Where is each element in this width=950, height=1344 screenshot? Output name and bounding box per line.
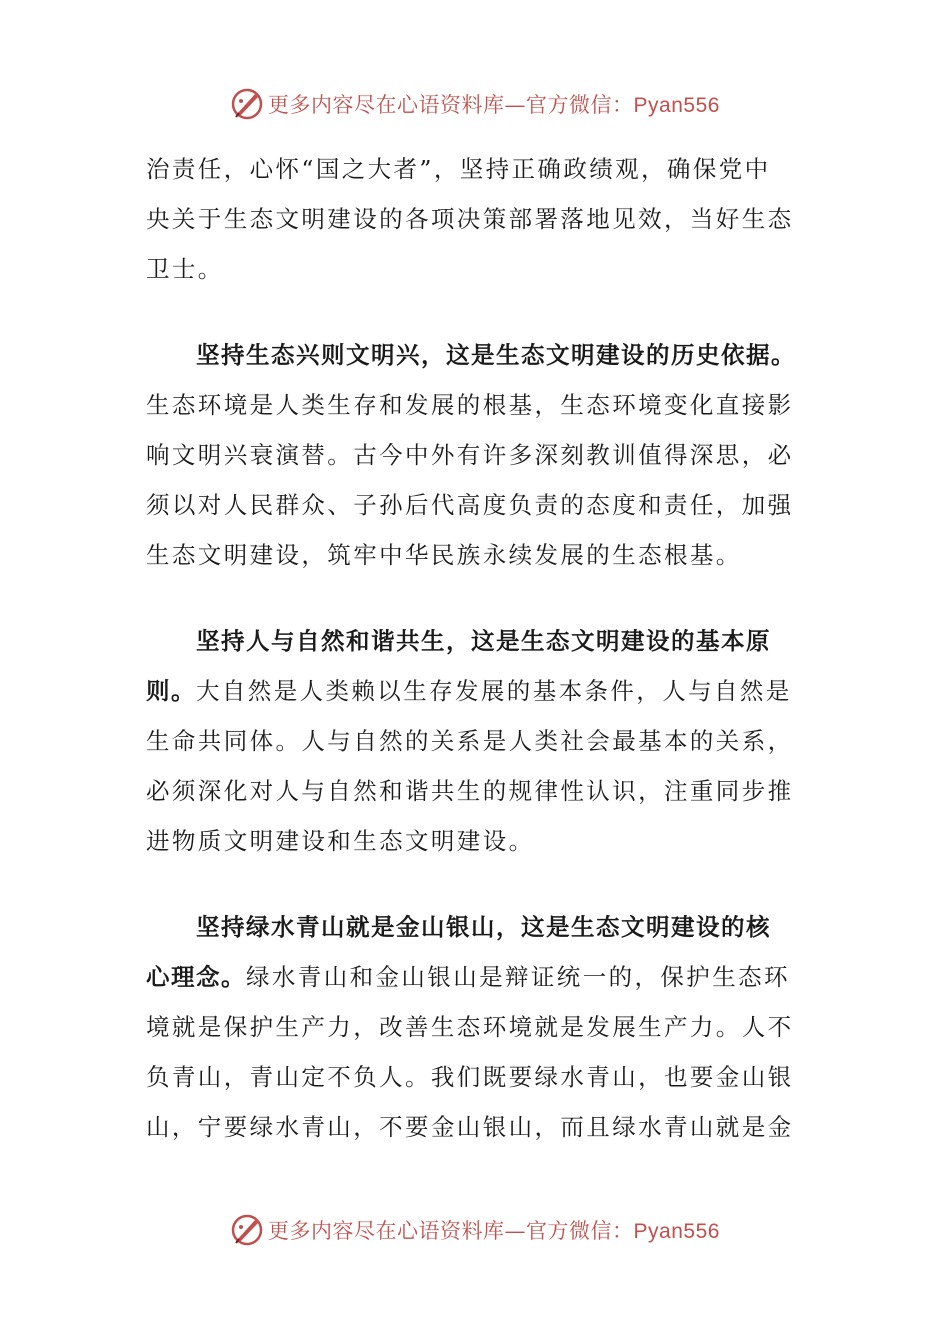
text-line [146, 952, 796, 1002]
footer-banner [0, 1210, 950, 1250]
banner-label: 更多内容尽在心语资料库—官方微信： [268, 1219, 634, 1243]
text-line: 境就是保护生产力，改善生态环境就是发展生产力。人不 [146, 1013, 794, 1041]
banner-label: 更多内容尽在心语资料库—官方微信： [268, 93, 634, 117]
text-line: 卫士。 [146, 255, 224, 283]
paragraph-heading [146, 616, 796, 666]
banner-text [268, 89, 720, 119]
text-line: 生态文明建设，筑牢中华民族永续发展的生态根基。 [146, 541, 742, 569]
text-line: 须以对人民群众、子孙后代高度负责的态度和责任，加强 [146, 491, 794, 519]
paragraph-heading [146, 902, 796, 952]
wechat-id: Pyan556 [633, 94, 720, 117]
paragraph-heading [146, 330, 796, 380]
heading-text: 坚持人与自然和谐共生，这是生态文明建设的基本原 [196, 627, 771, 655]
heading-text: 则。 [146, 677, 196, 705]
text-line: 进物质文明建设和生态文明建设。 [146, 827, 535, 855]
quill-logo-icon [230, 1213, 264, 1247]
header-banner [0, 84, 950, 124]
text-line: 生态环境是人类生存和发展的根基，生态环境变化直接影 [146, 391, 794, 419]
text-line: 响文明兴衰演替。古今中外有许多深刻教训值得深思，必 [146, 441, 794, 469]
document-body [146, 144, 796, 1152]
quill-logo-icon [230, 87, 264, 121]
body-text: 绿水青山和金山银山是辩证统一的，保护生态环 [246, 963, 790, 991]
wechat-id: Pyan556 [633, 1220, 720, 1243]
text-line: 山，宁要绿水青山，不要金山银山，而且绿水青山就是金 [146, 1113, 794, 1141]
text-line [146, 666, 796, 716]
text-line: 央关于生态文明建设的各项决策部署落地见效，当好生态 [146, 205, 794, 233]
banner-text [268, 1215, 720, 1245]
heading-text: 心理念。 [146, 963, 246, 991]
text-line: 必须深化对人与自然和谐共生的规律性认识，注重同步推 [146, 777, 794, 805]
body-text: 大自然是人类赖以生存发展的基本条件，人与自然是 [196, 677, 792, 705]
text-line: 负青山，青山定不负人。我们既要绿水青山，也要金山银 [146, 1063, 794, 1091]
heading-text: 坚持绿水青山就是金山银山，这是生态文明建设的核 [196, 913, 771, 941]
text-line: 生命共同体。人与自然的关系是人类社会最基本的关系， [146, 727, 794, 755]
text-line: 治责任，心怀“国之大者”，坚持正确政绩观，确保党中 [146, 155, 771, 183]
heading-text: 坚持生态兴则文明兴，这是生态文明建设的历史依据。 [196, 341, 796, 369]
